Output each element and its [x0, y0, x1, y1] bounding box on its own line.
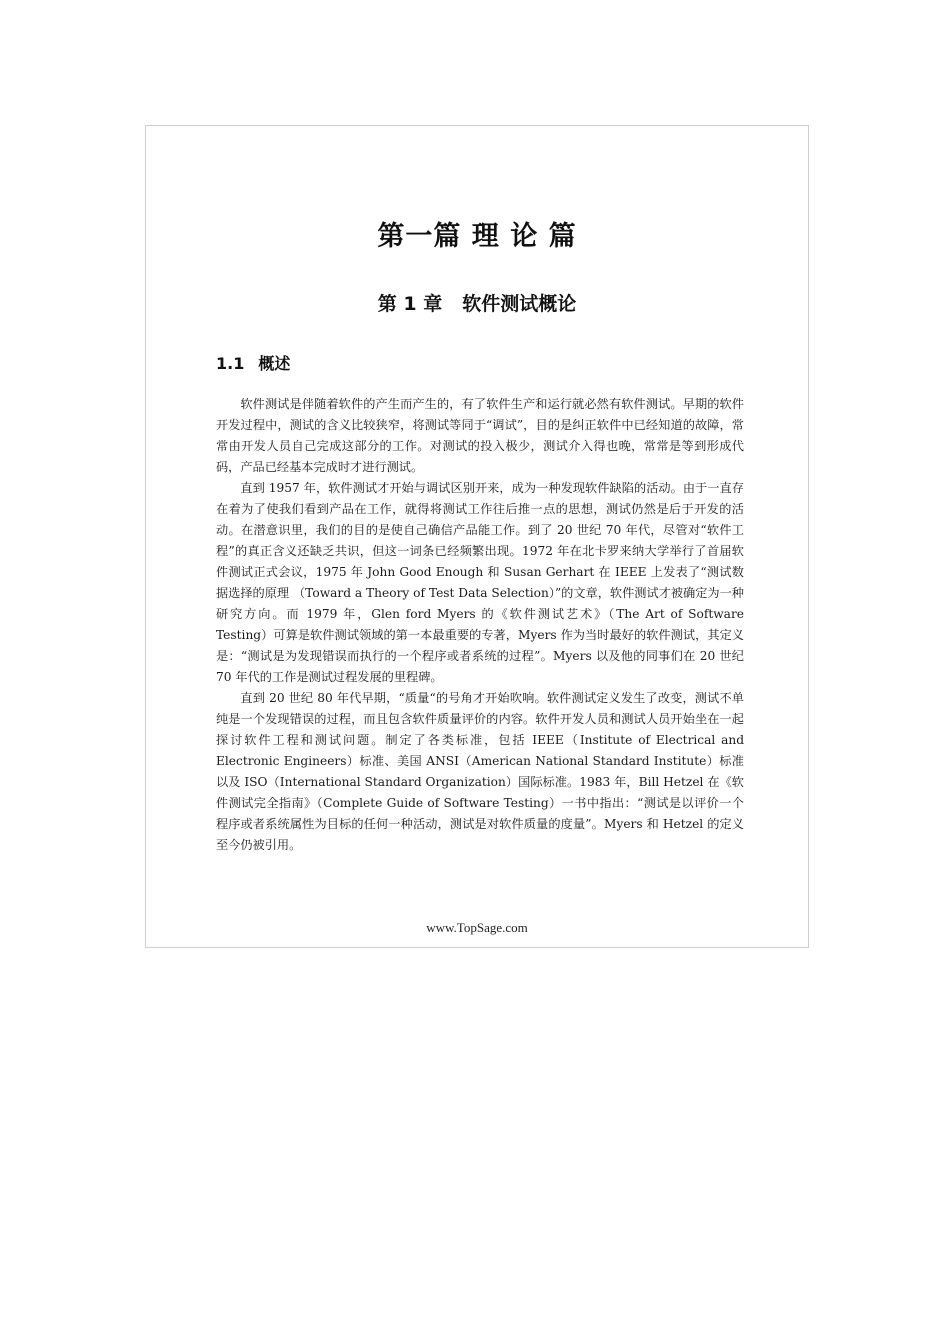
paragraph: 直到 20 世纪 80 年代早期，“质量“的号角才开始吹响。软件测试定义发生了改变，测试不单纯是一个发现错误的过程，而且包含软件质量评价的内容。软件开发人员和测试人员开始坐在一起探讨软件工程和测试问题。制定了各类标准，包括 IEEE（Institute of Electrical and Electronic Engineers）标准、美国 ANSI（American National Standard Institute）标准以及 ISO（International Standard Organization）国际标准。1983 年，Bill Hetzel 在《软件测试完全指南》（Complete Guide of Software Testing）一书中指出：“测试是以评价一个程序或者系统属性为目标的任何一种活动，测试是对软件质量的度量”。Myers 和 Hetzel 的定义至今仍被引用。: [216, 691, 744, 852]
paragraph: 直到 1957 年，软件测试才开始与调试区别开来，成为一种发现软件缺陷的活动。由于一直存在着为了使我们看到产品在工作，就得将测试工作往后推一点的思想，测试仍然是后于开发的活动。在潜意识里，我们的目的是使自己确信产品能工作。到了 20 世纪 70 年代，尽管对“软件工程”的真正含义还缺乏共识，但这一词条已经频繁出现。1972 年在北卡罗来纳大学举行了首届软件测试正式会议，1975 年 John Good Enough 和 Susan Gerhart 在 IEEE 上发表了“测试数据选择的原理 （Toward a Theory of Test Data Selection）”的文章，软件测试才被确定为一种研究方向。而 1979 年，Glen ford Myers 的《软件测试艺术》（The Art of Software Testing）可算是软件测试领域的第一本最重要的专著，Myers 作为当时最好的软件测试，其定义是：“测试是为发现错误而执行的一个程序或者系统的过程”。Myers 以及他的同事们在 20 世纪 70 年代的工作是测试过程发展的里程碑。: [216, 481, 744, 684]
section-title: 概述: [258, 354, 291, 373]
section-number: 1.1: [216, 354, 245, 373]
chapter-heading: [146, 289, 808, 316]
chapter-title: 软件测试概论: [462, 293, 577, 315]
paragraph: 软件测试是伴随着软件的产生而产生的，有了软件生产和运行就必然有软件测试。早期的软件开发过程中，测试的含义比较狭窄，将测试等同于“调试”，目的是纠正软件中已经知道的故障，常常由开发人员自己完成这部分的工作。对测试的投入极少，测试介入得也晚，常常是等到形成代码，产品已经基本完成时才进行测试。: [216, 397, 744, 474]
section-heading: [216, 351, 290, 374]
chapter-number: 第 1 章: [377, 293, 443, 315]
document-page: [145, 125, 809, 948]
body-text: [216, 394, 744, 856]
page-footer-url: www.TopSage.com: [426, 920, 528, 935]
part-title: 第一篇 理 论 篇: [377, 221, 577, 252]
